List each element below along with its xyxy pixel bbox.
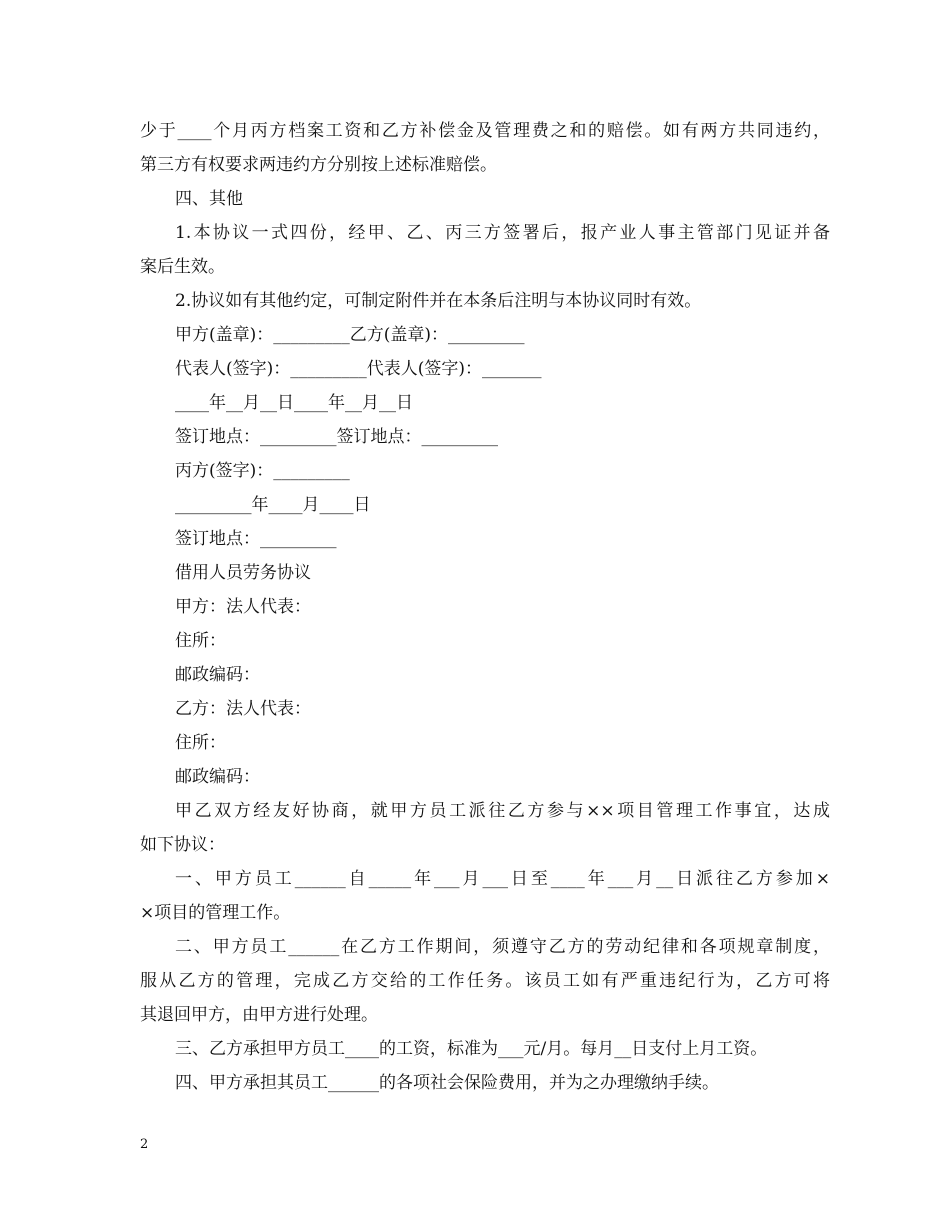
clause-line: 一、甲方员工______自_____年___月___日至____年___月__日派往乙方参加× [175, 869, 830, 889]
party-line: 甲方：法人代表： [175, 597, 311, 617]
clause-line: 四、甲方承担其员工______的各项社会保险费用，并为之办理缴纳手续。 [175, 1073, 719, 1093]
paragraph-line: 1.本协议一式四份，经甲、乙、丙三方签署后，报产业人事主管部门见证并备 [175, 223, 830, 243]
signature-line: 甲方(盖章)：_________乙方(盖章)：_________ [175, 325, 525, 345]
postal-code-line: 邮政编码： [175, 767, 260, 787]
signature-line: 丙方(签字)：_________ [175, 461, 350, 481]
clause-line: 服从乙方的管理，完成乙方交给的工作任务。该员工如有严重违纪行为，乙方可将 [140, 971, 830, 991]
paragraph-line: 少于____个月丙方档案工资和乙方补偿金及管理费之和的赔偿。如有两方共同违约， [140, 121, 830, 141]
clause-line: 其退回甲方，由甲方进行处理。 [140, 1005, 378, 1025]
clause-line: 二、甲方员工______在乙方工作期间，须遵守乙方的劳动纪律和各项规章制度， [175, 937, 830, 957]
location-line: 签订地点：_________ [175, 529, 337, 549]
party-line: 乙方：法人代表： [175, 699, 311, 719]
paragraph-line: 甲乙双方经友好协商，就甲方员工派往乙方参与××项目管理工作事宜，达成 [175, 801, 830, 821]
location-line: 签订地点：_________签订地点：_________ [175, 427, 498, 447]
paragraph-line: 案后生效。 [140, 257, 225, 277]
paragraph-line: 如下协议： [140, 835, 225, 855]
address-line: 住所： [175, 733, 226, 753]
document-body [140, 114, 830, 1100]
clause-line: ×项目的管理工作。 [140, 903, 291, 923]
section-heading: 四、其他 [175, 189, 243, 209]
date-line: ____年__月__日____年__月__日 [175, 393, 413, 413]
paragraph-line: 第三方有权要求两违约方分别按上述标准赔偿。 [140, 155, 497, 175]
date-line: _________年____月____日 [175, 495, 371, 515]
postal-code-line: 邮政编码： [175, 665, 260, 685]
address-line: 住所： [175, 631, 226, 651]
paragraph-line: 2.协议如有其他约定，可制定附件并在本条后注明与本协议同时有效。 [175, 291, 702, 311]
page-number: 2 [140, 1137, 149, 1152]
agreement-title: 借用人员劳务协议 [175, 563, 311, 583]
signature-line: 代表人(签字)：_________代表人(签字)：_______ [175, 359, 542, 379]
clause-line: 三、乙方承担甲方员工____的工资，标准为___元/月。每月__日支付上月工资。 [175, 1039, 768, 1059]
